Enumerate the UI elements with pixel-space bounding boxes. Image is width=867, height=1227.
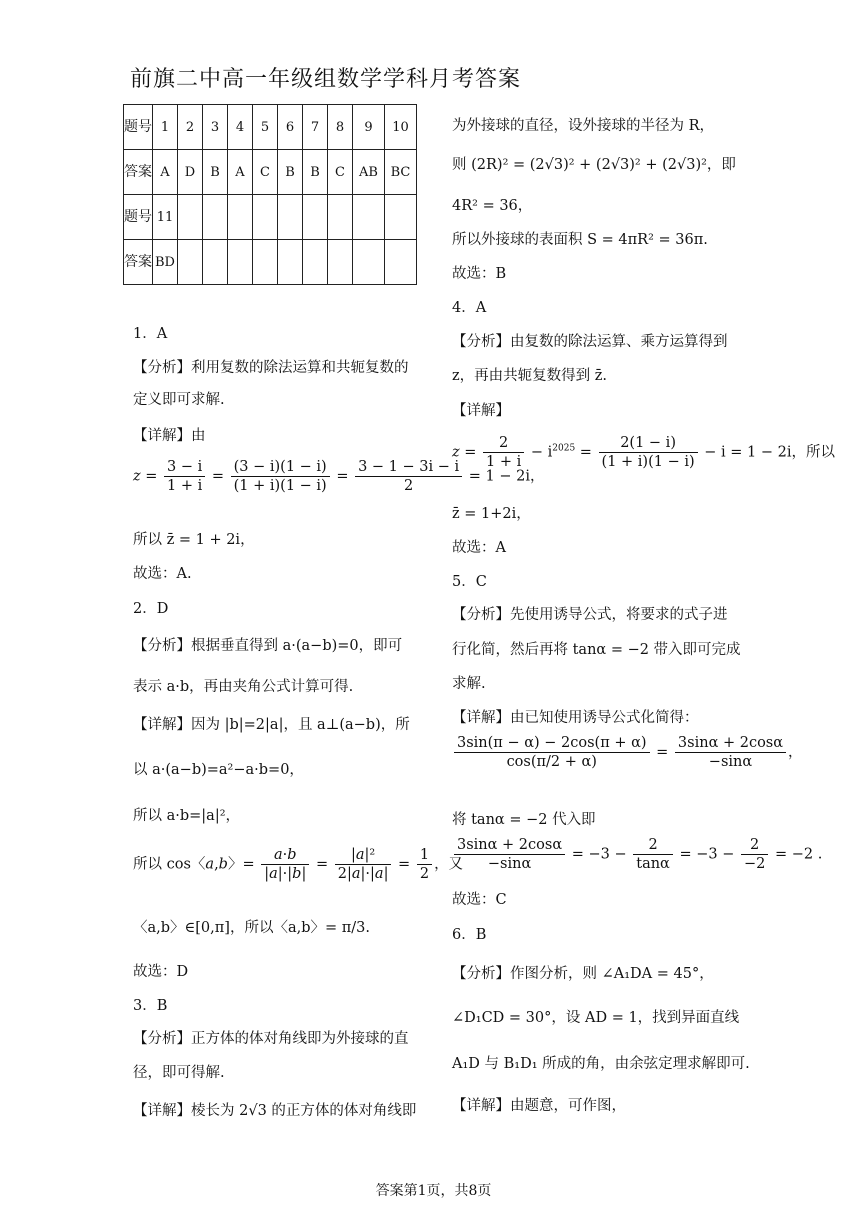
q2-detail: 【详解】因为 |b|=2|a|，且 a⊥(a−b)，所 [133, 717, 410, 733]
q1-detail: 【详解】由 [133, 428, 206, 444]
row-label: 题号 [124, 195, 153, 240]
q5-analysis: 【分析】先使用诱导公式，将要求的式子进 [452, 607, 728, 623]
q5-choice: 故选：C [452, 892, 507, 908]
table-cell [278, 195, 303, 240]
q3-analysis: 【分析】正方体的体对角线即为外接球的直 [133, 1031, 409, 1047]
table-cell: 5 [253, 105, 278, 150]
table-cell: C [253, 150, 278, 195]
q4-detail: 【详解】 [452, 403, 510, 419]
q2-detail-5: 〈a,b〉∈[0,π]，所以〈a,b〉= π/3. [133, 920, 370, 936]
q2-detail-3: 所以 a·b=|a|²， [133, 808, 241, 824]
q2-analysis: 【分析】根据垂直得到 a·(a−b)=0，即可 [133, 638, 403, 654]
question-4-answer: 4．A [452, 300, 487, 316]
table-cell: B [303, 150, 328, 195]
q4-analysis: 【分析】由复数的除法运算、乘方运算得到 [452, 334, 728, 350]
table-row [124, 195, 417, 240]
table-cell: 1 [153, 105, 178, 150]
q4-choice: 故选：A [452, 540, 506, 556]
question-2-answer: 2．D [133, 601, 169, 617]
table-cell [385, 195, 417, 240]
q6-analysis-end: A₁D 与 B₁D₁ 所成的角，由余弦定理求解即可. [452, 1056, 750, 1072]
q3-surface: 所以外接球的表面积 S = 4πR² = 36π. [452, 232, 708, 248]
q2-cos-formula: 所以 cos〈a,b〉= $\frac{a\cdot b}{|a|\cdot|b|}$ = $\frac{\text{|a|²}}{2|a|\cdot|a|}$ = $\frac{1}{2}$ ，又 [133, 847, 464, 882]
q4-conj: z̄ = 1+2i， [452, 506, 531, 522]
q5-analysis-cont: 行化简，然后再将 tanα = −2 带入即可完成 [452, 642, 741, 658]
table-cell [203, 240, 228, 285]
q5-formula-1: $\frac{3\sin(\pi - \alpha) - 2\cos(\pi + \alpha)}{\cos(\pi/2 + \alpha)}$ = $\frac{3\sin\alpha + 2\cos\alpha}{-\sin\alpha}$ ， [452, 734, 803, 771]
question-5-answer: 5．C [452, 574, 487, 590]
q4-formula: z = $\frac{2}{1 + i}$ − $i^{2025}$ = $\frac{2(1 - i)}{(1 + i)(1 - i)}$ − i = 1 − 2i，所以 [452, 435, 835, 470]
row-label: 答案 [124, 150, 153, 195]
question-3-answer: 3．B [133, 998, 168, 1014]
q1-choice: 故选：A. [133, 566, 192, 582]
table-cell: 7 [303, 105, 328, 150]
table-row [124, 240, 417, 285]
table-cell: 11 [153, 195, 178, 240]
table-cell [178, 240, 203, 285]
q1-analysis-cont: 定义即可求解. [133, 392, 225, 408]
table-cell [253, 195, 278, 240]
table-cell: BC [385, 150, 417, 195]
table-cell: B [203, 150, 228, 195]
row-label: 题号 [124, 105, 153, 150]
table-cell [303, 195, 328, 240]
q6-analysis: 【分析】作图分析，则 ∠A₁DA = 45°， [452, 966, 714, 982]
table-cell: A [153, 150, 178, 195]
table-cell [303, 240, 328, 285]
table-row [124, 150, 417, 195]
q3-choice: 故选：B [452, 266, 507, 282]
question-6-answer: 6．B [452, 927, 487, 943]
q4-analysis-cont: z，再由共轭复数得到 z̄. [452, 368, 607, 384]
table-cell: C [328, 150, 353, 195]
table-cell [353, 240, 385, 285]
q6-analysis-cont: ∠D₁CD = 30°，设 AD = 1，找到异面直线 [452, 1010, 740, 1026]
table-cell [278, 240, 303, 285]
q2-detail-cont: 以 a·(a−b)=a²−a·b=0， [133, 762, 304, 778]
table-cell: 2 [178, 105, 203, 150]
table-cell [353, 195, 385, 240]
table-cell [203, 195, 228, 240]
table-cell [228, 195, 253, 240]
q3-radius-result: 4R² = 36， [452, 198, 533, 214]
table-row [124, 105, 417, 150]
table-cell: 8 [328, 105, 353, 150]
q3-analysis-cont: 径，即可得解. [133, 1065, 225, 1081]
question-1-answer: 1．A [133, 326, 168, 342]
table-cell [253, 240, 278, 285]
q1-result: 所以 z̄ = 1 + 2i， [133, 532, 255, 548]
answer-table [123, 104, 417, 285]
table-cell: B [278, 150, 303, 195]
table-cell: 3 [203, 105, 228, 150]
table-cell: D [178, 150, 203, 195]
q6-detail: 【详解】由题意，可作图， [452, 1098, 626, 1114]
page-footer: 答案第1页，共8页 [375, 1183, 492, 1199]
q5-formula-2: $\frac{3\sin\alpha + 2\cos\alpha}{-\sin\alpha}$ = −3 − $\frac{2}{\tan\alpha}$ = −3 − $\frac{2}{-2}$ = −2 . [452, 836, 822, 873]
q1-analysis: 【分析】利用复数的除法运算和共轭复数的 [133, 360, 409, 376]
table-cell [328, 240, 353, 285]
q2-analysis-cont: 表示 a·b，再由夹角公式计算可得. [133, 679, 354, 695]
q3-detail: 【详解】棱长为 2√3 的正方体的体对角线即 [133, 1103, 417, 1119]
row-label: 答案 [124, 240, 153, 285]
q3-radius-eq: 则 (2R)² = (2√3)² + (2√3)² + (2√3)²，即 [452, 157, 736, 173]
table-cell: 9 [353, 105, 385, 150]
table-cell [385, 240, 417, 285]
q1-formula: z = $\frac{3 - i}{1 + i}$ = $\frac{(3 - i)(1 - i)}{(1 + i)(1 - i)}$ = $\frac{3 - 1 - 3i - i}{2}$ = 1 − 2i， [133, 459, 545, 494]
table-cell: BD [153, 240, 178, 285]
q5-sub: 将 tanα = −2 代入即 [452, 812, 596, 828]
table-cell: AB [353, 150, 385, 195]
table-cell: 6 [278, 105, 303, 150]
page-title: 前旗二中高一年级组数学学科月考答案 [130, 67, 522, 92]
table-cell: A [228, 150, 253, 195]
q5-detail: 【详解】由已知使用诱导公式化简得： [452, 710, 699, 726]
q3-detail-cont: 为外接球的直径，设外接球的半径为 R， [452, 118, 715, 134]
table-cell [228, 240, 253, 285]
q2-choice: 故选：D [133, 964, 189, 980]
table-cell: 4 [228, 105, 253, 150]
table-cell [178, 195, 203, 240]
table-cell [328, 195, 353, 240]
table-cell: 10 [385, 105, 417, 150]
q5-analysis-end: 求解. [452, 676, 486, 692]
